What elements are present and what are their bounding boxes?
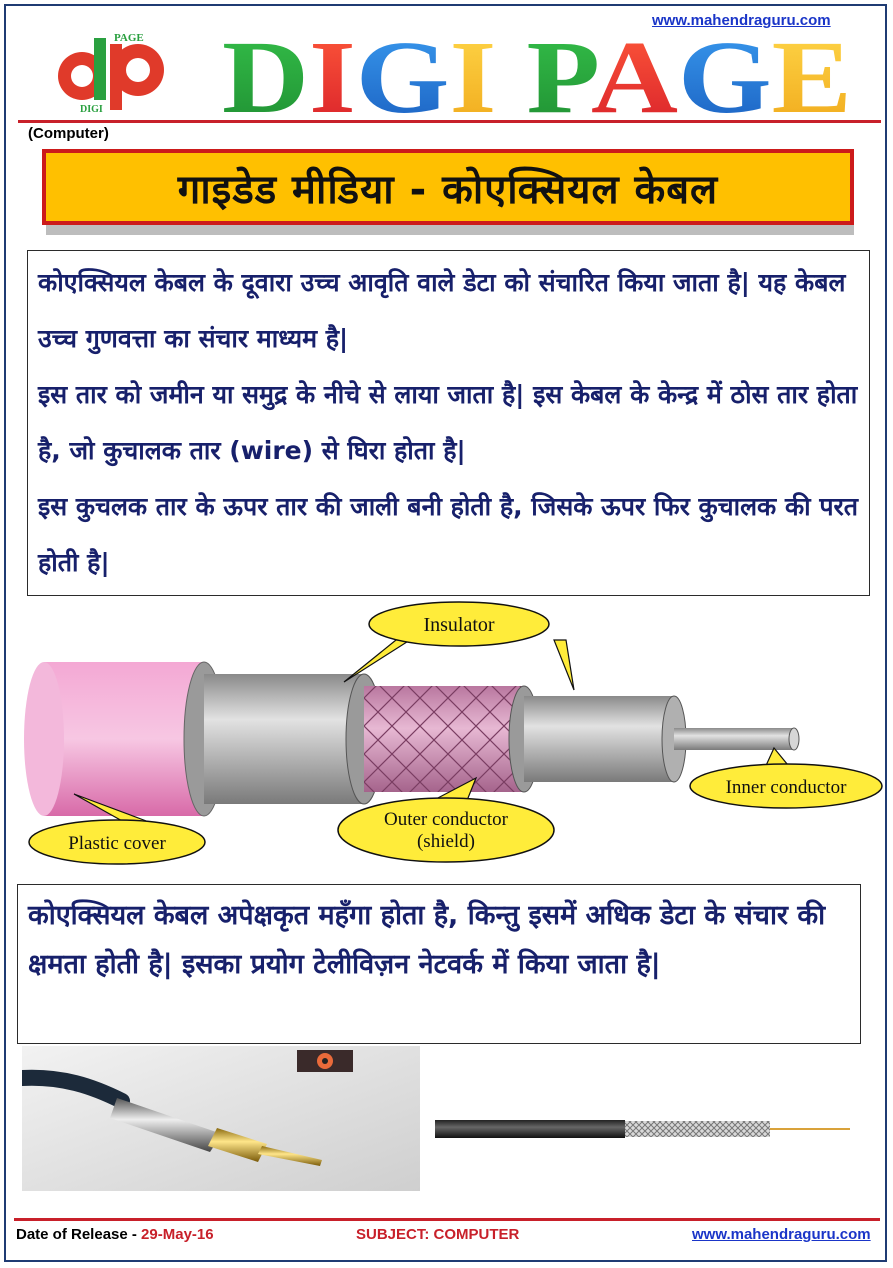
plastic-cover-layer — [44, 662, 204, 816]
page-title: गाइडेड मीडिया - कोएक्सियल केबल — [177, 166, 719, 213]
release-date-label: Date of Release - — [16, 1226, 142, 1243]
logo-word-bottom: DIGI — [80, 104, 103, 114]
digi-page-logo — [40, 30, 180, 114]
outer-conductor-callout — [338, 798, 554, 862]
outer-conductor-label-line1: Outer conductor — [384, 809, 508, 830]
summary-paragraph: कोएक्सियल केबल अपेक्षकृत महँगा होता है, किन्तु इसमें अधिक डेटा के संचार की क्षमता होती है| इसका प्रयोग टेलीविज़न नेटवर्क में किया जाता है| — [28, 900, 826, 980]
summary-text-box — [17, 884, 861, 1044]
title-inner — [46, 153, 850, 221]
stripped-coax-photo — [432, 1110, 852, 1150]
intro-paragraph-1: कोएक्सियल केबल के दूवारा उच्च आवृति वाले डेटा को संचारित किया जाता है| यह केबल उच्च गुणवत्ता का संचार माध्यम है| — [38, 268, 846, 353]
footer-subject: SUBJECT: COMPUTER — [356, 1226, 520, 1243]
outer-conductor-label-line2: (shield) — [416, 831, 476, 852]
insulator-label: Insulator — [423, 614, 495, 636]
rca-connector-photo — [22, 1046, 420, 1191]
digi-page-banner — [222, 20, 862, 120]
subject-tag: (Computer) — [28, 125, 109, 142]
intro-paragraph-2: इस तार को जमीन या समुद्र के नीचे से लाया जाता है| इस केबल के केन्द्र में ठोस तार होता है, जो कुचालक तार (wire) से घिरा होता है| — [38, 380, 858, 465]
banner-title: D IG I PA G E — [222, 20, 842, 120]
insulator-layer — [204, 674, 364, 804]
plastic-cover-label: Plastic cover — [68, 833, 166, 854]
header-divider — [18, 120, 881, 123]
release-date — [16, 1226, 214, 1243]
inner-conductor-wire — [674, 728, 794, 750]
title-box — [42, 149, 854, 225]
header-site-link[interactable]: www.mahendraguru.com — [652, 12, 831, 29]
coaxial-cable-diagram — [14, 600, 893, 875]
intro-text-box — [27, 250, 870, 596]
footer-divider — [14, 1218, 880, 1221]
inner-insulator-layer — [524, 696, 674, 782]
intro-paragraph-3: इस कुचलक तार के ऊपर तार की जाली बनी होती है, जिसके ऊपर फिर कुचालक की परत होती है| — [38, 492, 859, 577]
footer-site-link[interactable]: www.mahendraguru.com — [692, 1226, 871, 1243]
inner-conductor-label: Inner conductor — [725, 777, 847, 798]
release-date-value: 29-May-16 — [141, 1226, 214, 1243]
logo-word-top: PAGE — [114, 32, 144, 44]
